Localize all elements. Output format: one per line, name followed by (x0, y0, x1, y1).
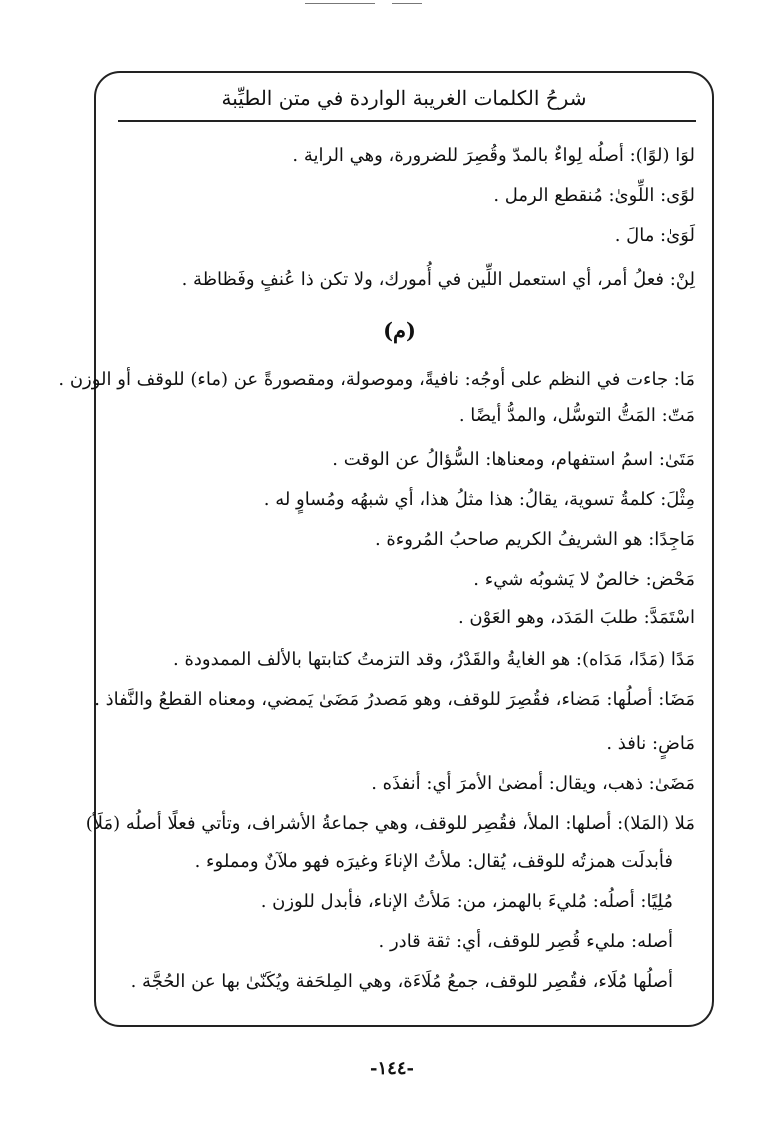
section-heading-mim: (م) (383, 318, 416, 343)
header-title: شرحُ الكلمات الغريبة الواردة في متن الطيِّبة (221, 86, 587, 110)
entry-liwa: لوًى: اللِّوىٰ: مُنقطع الرمل . (493, 185, 695, 206)
page-number: -١٤٤- (370, 1058, 414, 1079)
entry-mula: أصلُها مُلَاء، فقُصِر للوقف، جمعُ مُلَاءَة، وهي المِلحَفة ويُكَنّىٰ بها عن الحُجَّة . (130, 971, 673, 992)
header-divider (118, 120, 696, 122)
entry-mahd: مَحْض: خالصٌ لا يَشوبُه شيء . (473, 569, 695, 590)
entry-mithla: مِثْلَ: كلمةُ تسوية، يقالُ: هذا مثلُ هذا، أي شبهُه ومُساوٍ له . (263, 489, 695, 510)
entry-istamadda: اسْتَمَدَّ: طلبَ المَدَد، وهو العَوْن . (457, 607, 695, 628)
entry-madan: مَدًا (مَدًا، مَدَاه): هو الغايةُ والقَدْرُ، وقد التزمتُ كتابتها بالألف الممدودة . (173, 649, 695, 670)
entry-mala: مَلا (المَلا): أصلها: الملأ، فقُصِر للوقف، وهي جماعةُ الأشراف، وتأتي فعلًا أصلُه (مَلَأ) (85, 813, 695, 834)
entry-muliyya-sub: أصله: مليء قُصِر للوقف، أي: ثقة قادر . (378, 931, 673, 952)
entry-mala-continued: فأبدلَت همزتُه للوقف، يُقال: ملأتُ الإناءَ وغيرَه فهو ملآنٌ ومملوء . (194, 851, 673, 872)
page-header (94, 78, 714, 118)
entry-lawa-mal: لَوَىٰ: مالَ . (614, 225, 695, 246)
entry-majidan: مَاجِدًا: هو الشريفُ الكريم صاحبُ المُروءة . (374, 529, 695, 550)
entry-muliyya: مُلِيًا: أصلُه: مُليءَ بالهمز، من: مَلأتُ الإناء، فأبدل للوزن . (260, 891, 673, 912)
entry-lin: لِنْ: فعلُ أمر، أي استعمل اللِّين في أُمورك، ولا تكن ذا عُنفٍ وفَظاظة . (181, 269, 695, 290)
entry-matt: مَتّ: المَتُّ التوسُّل، والمدُّ أيضًا . (458, 405, 695, 426)
entry-mada: مَضَا: أصلُها: مَضاء، فقُصِرَ للوقف، وهو مَصدرُ مَضَىٰ يَمضي، ومعناه القطعُ والنَّفاذ . (94, 689, 695, 710)
entry-lawa: لوَا (لوًا): أصلُه لِواءٌ بالمدّ وقُصِرَ للضرورة، وهي الراية . (292, 145, 695, 166)
entry-madin: مَاضٍ: نافذ . (606, 733, 695, 754)
entry-mata: مَتَىٰ: اسمُ استفهام، ومعناها: السُّؤالُ عن الوقت . (332, 449, 695, 470)
entry-ma: مَا: جاءت في النظم على أوجُه: نافيةً، وموصولة، ومقصورةً عن (ماء) للوقف أو الوزن . (58, 369, 695, 390)
top-rule-marks (300, 3, 430, 7)
entry-mada-dhahaba: مَضَىٰ: ذهب، ويقال: أمضىٰ الأمرَ أي: أنفذَه . (371, 773, 695, 794)
